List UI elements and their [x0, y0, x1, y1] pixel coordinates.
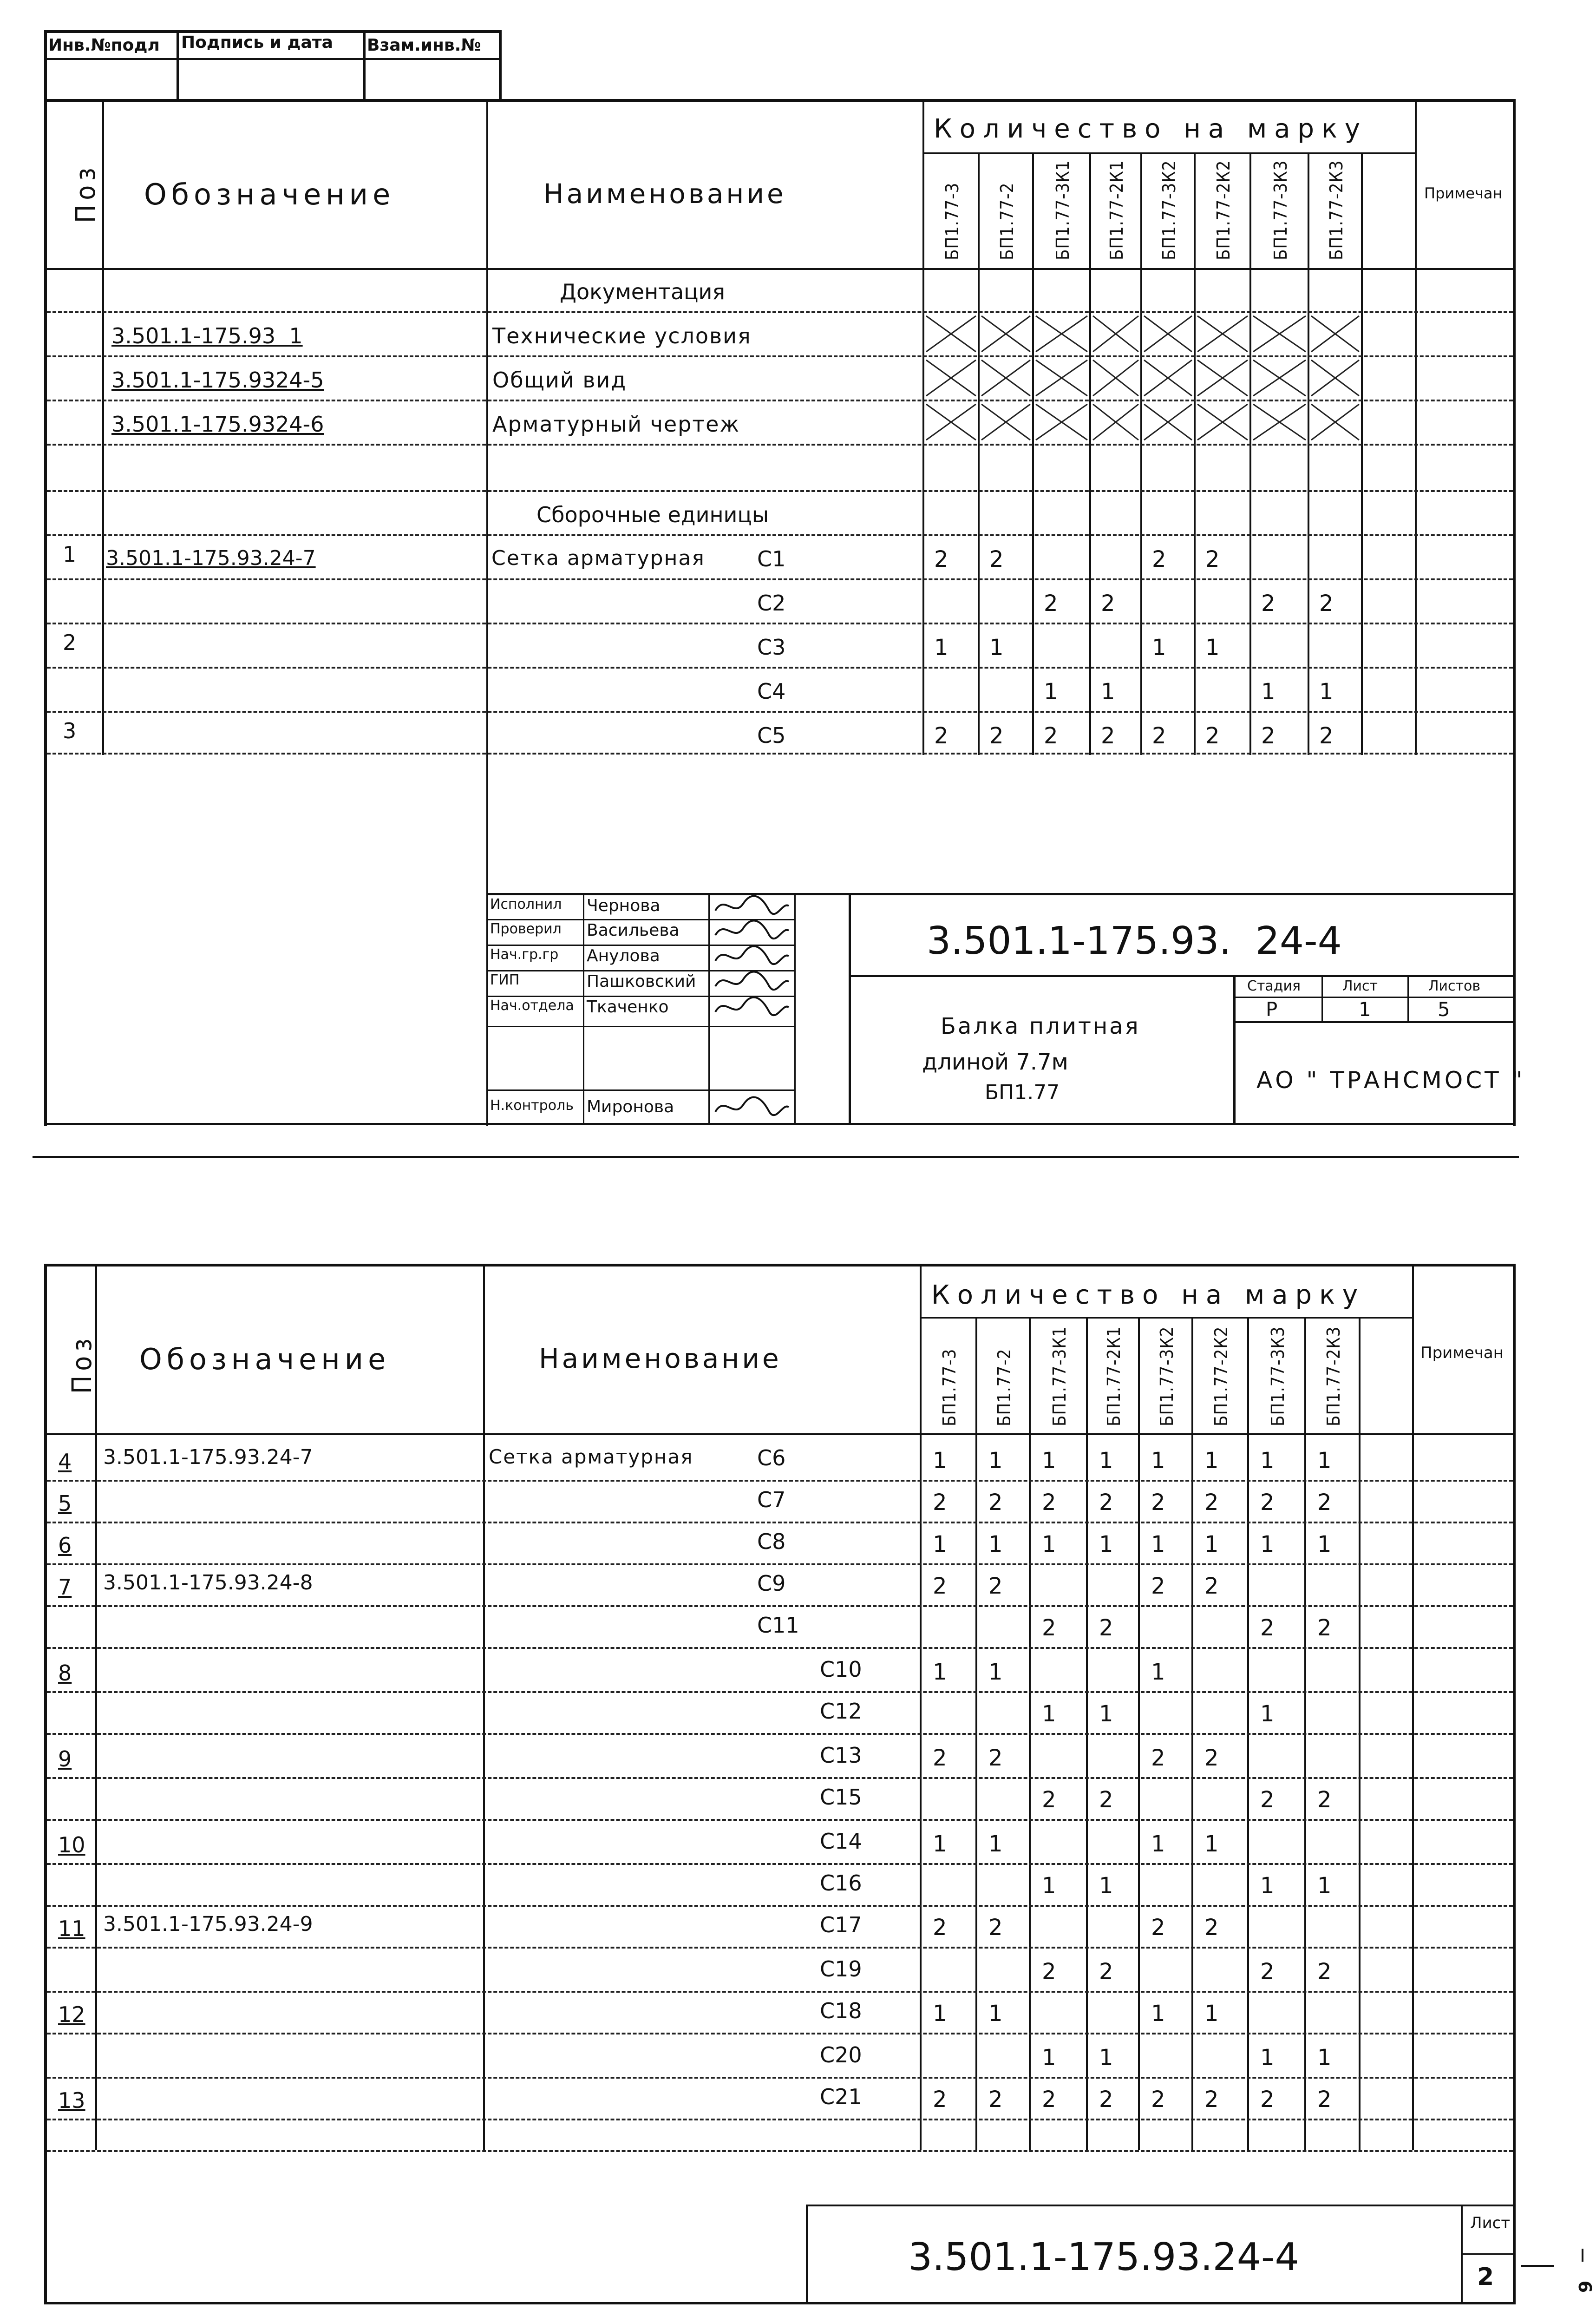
doc-name: Арматурный чертеж: [492, 412, 740, 437]
title-person: Пашковский: [587, 972, 696, 991]
crossed-cell: [980, 314, 1032, 354]
qty-cell: 2: [1319, 591, 1334, 617]
qty-cell: 1: [1044, 679, 1058, 705]
row-mark: С8: [757, 1529, 786, 1554]
row-pos: 3: [63, 718, 77, 743]
qty-cell: 2: [933, 1745, 947, 1771]
crossed-cell: [924, 402, 978, 442]
crossed-cell: [1309, 402, 1361, 442]
qty-cell: 2: [988, 1915, 1003, 1941]
row-divider: [47, 1819, 1513, 1821]
row-divider: [47, 1691, 1513, 1693]
crossed-cell: [1091, 314, 1140, 354]
qty-cell: 2: [1151, 1573, 1165, 1599]
row-pos: 9: [58, 1746, 72, 1772]
signature-mark: [711, 917, 792, 945]
qty-cell: 1: [1042, 1873, 1056, 1899]
row-pos: 4: [58, 1449, 72, 1474]
title-role: Нач.отдела: [490, 997, 574, 1014]
sheet2-list-number: 2: [1477, 2263, 1494, 2291]
row-divider: [47, 1647, 1513, 1649]
row-divider: [47, 1863, 1513, 1865]
row-divider: [47, 1605, 1513, 1607]
row-mark: С20: [820, 2042, 862, 2067]
row-divider: [47, 1522, 1513, 1523]
mark-column-header: БП1.77-3К3: [1270, 160, 1291, 260]
mark-column-header: БП1.77-3К1: [1052, 160, 1073, 260]
qty-cell: 2: [1317, 1959, 1332, 1985]
qty-cell: 2: [989, 723, 1004, 749]
row-mark: С2: [757, 591, 786, 616]
qty-cell: 1: [1101, 679, 1115, 705]
crossed-cell: [1309, 314, 1361, 354]
qty-cell: 1: [988, 2001, 1003, 2027]
qty-cell: 2: [1042, 1615, 1056, 1641]
crossed-cell: [1034, 402, 1089, 442]
row-divider: [47, 490, 1513, 492]
row-mark: С6: [757, 1445, 786, 1470]
qty-cell: 1: [1151, 1531, 1165, 1557]
kolichestvo-header-2: Количество на марку: [931, 1280, 1366, 1310]
signature-mark: [711, 993, 792, 1021]
mark-column-header: БП1.77-3: [939, 1348, 960, 1426]
qty-cell: 2: [1044, 591, 1058, 617]
qty-cell: 1: [1260, 1873, 1275, 1899]
podpis-data-label: Подпись и дата: [181, 33, 333, 52]
row-mark: С12: [820, 1699, 862, 1724]
title-role: Исполнил: [490, 896, 562, 912]
qty-cell: 2: [1099, 1959, 1113, 1985]
crossed-cell: [1251, 358, 1308, 398]
row-mark: С1: [757, 546, 786, 571]
row-pos: 11: [58, 1916, 85, 1941]
qty-cell: 1: [1099, 1531, 1113, 1557]
row-pos: 1: [63, 542, 77, 567]
qty-cell: 1: [1099, 1873, 1113, 1899]
qty-cell: 1: [1260, 1701, 1275, 1727]
qty-cell: 1: [933, 2001, 947, 2027]
qty-cell: 2: [1317, 1490, 1332, 1516]
qty-cell: 2: [1317, 1615, 1332, 1641]
title-role: Нач.гр.гр: [490, 946, 559, 963]
qty-cell: 2: [1260, 1490, 1275, 1516]
qty-cell: 1: [933, 1831, 947, 1857]
qty-cell: 2: [1204, 1745, 1219, 1771]
crossed-cell: [1091, 402, 1140, 442]
title-role: Н.контроль: [490, 1097, 574, 1114]
qty-cell: 1: [1042, 2045, 1056, 2071]
primechanie-header-2: Примечан: [1420, 1344, 1504, 1362]
qty-cell: 1: [1319, 679, 1334, 705]
row-mark: С5: [757, 723, 786, 748]
qty-cell: 2: [1317, 1787, 1332, 1813]
qty-column-divider: [1089, 152, 1091, 755]
signature-mark: [711, 892, 792, 920]
mark-column-header: БП1.77-2К2: [1213, 160, 1234, 260]
row-divider: [47, 667, 1513, 669]
row-name: Сетка арматурная: [489, 1445, 693, 1468]
row-name: Сетка арматурная: [491, 546, 705, 570]
crossed-cell: [1251, 402, 1308, 442]
qty-cell: 1: [1260, 1448, 1275, 1474]
qty-cell: 2: [1151, 2087, 1165, 2113]
doc-name: Технические условия: [492, 323, 752, 348]
qty-cell: 2: [988, 1490, 1003, 1516]
row-divider: [47, 1733, 1513, 1735]
row-divider: [47, 2119, 1513, 2120]
row-mark: С13: [820, 1743, 862, 1768]
qty-column-divider: [1032, 152, 1034, 755]
stadia-value: Р: [1266, 998, 1278, 1021]
qty-column-divider: [1140, 152, 1142, 755]
qty-cell: 2: [1260, 2087, 1275, 2113]
doc-code: 3.501.1-175.9324-5: [111, 367, 324, 393]
qty-cell: 1: [1317, 1448, 1332, 1474]
row-pos: 2: [63, 630, 77, 655]
mark-column-header: БП1.77-2: [996, 182, 1017, 260]
title-block-row-line: [486, 1026, 794, 1027]
row-divider: [47, 444, 1513, 446]
qty-cell: 2: [1042, 1490, 1056, 1516]
title-person: Чернова: [587, 896, 661, 915]
list-label: Лист: [1342, 978, 1378, 994]
row-mark: С21: [820, 2084, 862, 2109]
qty-cell: 2: [1152, 546, 1166, 572]
qty-cell: 2: [1042, 1959, 1056, 1985]
qty-cell: 1: [1317, 1873, 1332, 1899]
section-assembly: Сборочные единицы: [536, 502, 769, 527]
qty-cell: 2: [934, 723, 948, 749]
crossed-cell: [924, 358, 978, 398]
qty-cell: 2: [1204, 1915, 1219, 1941]
row-mark: С18: [820, 1998, 862, 2023]
qty-column-divider: [1361, 152, 1363, 755]
doc-name: Общий вид: [492, 367, 627, 393]
qty-cell: 2: [1317, 2087, 1332, 2113]
inv-podl-label: Инв.№подл: [48, 36, 160, 55]
qty-cell: 2: [1261, 591, 1275, 617]
row-mark: С17: [820, 1912, 862, 1937]
row-divider: [47, 711, 1513, 713]
qty-cell: 2: [1261, 723, 1275, 749]
row-divider: [47, 753, 1513, 755]
signature-mark: [711, 1093, 792, 1121]
qty-cell: 1: [1151, 2001, 1165, 2027]
qty-cell: 2: [1205, 723, 1220, 749]
row-pos: 13: [58, 2088, 85, 2113]
row-pos: 7: [58, 1575, 72, 1600]
qty-cell: 2: [1204, 1490, 1219, 1516]
vzam-inv-label: Взам.инв.№: [367, 36, 481, 55]
qty-cell: 2: [1204, 2087, 1219, 2113]
crossed-cell: [1309, 358, 1361, 398]
qty-cell: 1: [933, 1448, 947, 1474]
qty-cell: 1: [1204, 1448, 1219, 1474]
qty-cell: 2: [1099, 2087, 1113, 2113]
row-mark: С7: [757, 1487, 786, 1512]
row-divider: [47, 2150, 1513, 2152]
qty-cell: 2: [1260, 1615, 1275, 1641]
title-block-row-line: [486, 1089, 794, 1091]
sheet1-doc-code: 3.501.1-175.93. 24-4: [927, 919, 1342, 963]
signature-mark: [711, 942, 792, 970]
sheet2-list-label: Лист: [1470, 2214, 1511, 2232]
sheet-separator: [33, 1156, 1519, 1158]
qty-column-divider: [978, 152, 980, 755]
qty-cell: 1: [1204, 2001, 1219, 2027]
row-divider: [47, 355, 1513, 357]
qty-cell: 1: [1151, 1448, 1165, 1474]
qty-cell: 1: [1260, 1531, 1275, 1557]
mark-column-header: БП1.77-3К3: [1267, 1326, 1288, 1426]
row-divider: [47, 1905, 1513, 1907]
crossed-cell: [980, 402, 1032, 442]
oboznachenie-header: Обозначение: [144, 177, 395, 211]
mark-column-header: БП1.77-2К1: [1104, 1326, 1124, 1426]
section-documentation: Документация: [560, 279, 726, 304]
qty-cell: 1: [1260, 2045, 1275, 2071]
row-divider: [47, 1947, 1513, 1949]
pos-header-2: Поз: [66, 1334, 98, 1394]
qty-column-divider: [1194, 152, 1196, 755]
row-pos: 8: [58, 1660, 72, 1686]
row-divider: [47, 623, 1513, 624]
title-role: ГИП: [490, 972, 520, 988]
qty-cell: 1: [1204, 1531, 1219, 1557]
qty-cell: 2: [933, 1915, 947, 1941]
crossed-cell: [1142, 314, 1194, 354]
doc-code: 3.501.1-175.9324-6: [111, 412, 324, 437]
row-mark: С16: [820, 1870, 862, 1896]
crossed-cell: [1034, 314, 1089, 354]
mark-column-header: БП1.77-3: [942, 182, 962, 260]
qty-cell: 1: [1204, 1831, 1219, 1857]
title-line-2: длиной 7.7м: [922, 1049, 1068, 1075]
qty-cell: 1: [988, 1831, 1003, 1857]
qty-cell: 2: [1151, 1915, 1165, 1941]
row-divider: [47, 1480, 1513, 1482]
row-code: 3.501.1-175.93.24-8: [103, 1571, 313, 1595]
qty-cell: 1: [1099, 2045, 1113, 2071]
qty-cell: 2: [934, 546, 948, 572]
qty-cell: 1: [933, 1531, 947, 1557]
qty-cell: 2: [1099, 1787, 1113, 1813]
naimenovanie-header: Наименование: [543, 178, 786, 210]
row-mark: С9: [757, 1571, 786, 1596]
org-name: АО " ТРАНСМОСТ ": [1256, 1067, 1525, 1094]
row-mark: С10: [820, 1657, 862, 1682]
qty-cell: 2: [1260, 1787, 1275, 1813]
crossed-cell: [1091, 358, 1140, 398]
qty-cell: 2: [1204, 1573, 1219, 1599]
qty-cell: 1: [1261, 679, 1275, 705]
qty-cell: 2: [1101, 591, 1115, 617]
qty-cell: 1: [934, 635, 948, 661]
row-divider: [47, 534, 1513, 536]
crossed-cell: [1251, 314, 1308, 354]
primechanie-header: Примечан: [1424, 184, 1503, 202]
qty-cell: 1: [1042, 1448, 1056, 1474]
qty-cell: 2: [1042, 2087, 1056, 2113]
row-mark: С4: [757, 679, 786, 704]
row-mark: С11: [757, 1613, 799, 1638]
qty-cell: 2: [989, 546, 1004, 572]
qty-cell: 2: [1205, 546, 1220, 572]
qty-cell: 2: [1099, 1615, 1113, 1641]
mark-column-header: БП1.77-3К2: [1158, 160, 1179, 260]
qty-cell: 1: [988, 1659, 1003, 1685]
row-divider: [47, 578, 1513, 580]
row-code: 3.501.1-175.93.24-7: [106, 546, 316, 570]
stadia-label: Стадия: [1247, 978, 1301, 994]
row-pos: 6: [58, 1533, 72, 1558]
mark-column-header: БП1.77-2К1: [1106, 160, 1127, 260]
qty-cell: 2: [988, 2087, 1003, 2113]
crossed-cell: [1196, 314, 1249, 354]
qty-cell: 2: [933, 1573, 947, 1599]
listov-label: Листов: [1428, 978, 1481, 994]
oboznachenie-header-2: Обозначение: [139, 1342, 391, 1376]
title-person: Ткаченко: [587, 997, 669, 1017]
crossed-cell: [1196, 402, 1249, 442]
row-divider: [47, 2033, 1513, 2034]
row-mark: С19: [820, 1956, 862, 1982]
crossed-cell: [1142, 402, 1194, 442]
qty-cell: 1: [1317, 2045, 1332, 2071]
edge-page-number: 9: [1576, 2280, 1596, 2293]
row-divider: [47, 1777, 1513, 1779]
mark-column-header: БП1.77-2: [994, 1348, 1014, 1426]
qty-column-divider: [1308, 152, 1309, 755]
qty-cell: 1: [1151, 1831, 1165, 1857]
crossed-cell: [980, 358, 1032, 398]
row-pos: 12: [58, 2002, 85, 2027]
qty-cell: 2: [988, 1573, 1003, 1599]
qty-cell: 1: [1205, 635, 1220, 661]
qty-cell: 1: [933, 1659, 947, 1685]
qty-cell: 2: [933, 1490, 947, 1516]
listov-value: 5: [1438, 998, 1450, 1021]
crossed-cell: [924, 314, 978, 354]
qty-cell: 2: [1044, 723, 1058, 749]
row-divider: [47, 1563, 1513, 1565]
row-divider: [47, 311, 1513, 313]
signature-mark: [711, 968, 792, 996]
row-mark: С3: [757, 635, 786, 660]
mark-column-header: БП1.77-3К1: [1049, 1326, 1070, 1426]
qty-cell: 2: [1099, 1490, 1113, 1516]
qty-cell: 2: [1319, 723, 1334, 749]
qty-cell: 2: [933, 2087, 947, 2113]
qty-cell: 1: [1042, 1701, 1056, 1727]
qty-cell: 2: [1151, 1745, 1165, 1771]
title-person: Анулова: [587, 946, 660, 965]
row-mark: С14: [820, 1829, 862, 1854]
crossed-cell: [1034, 358, 1089, 398]
qty-cell: 1: [988, 1448, 1003, 1474]
row-divider: [47, 400, 1513, 401]
qty-cell: 2: [988, 1745, 1003, 1771]
qty-cell: 2: [1101, 723, 1115, 749]
title-person: Васильева: [587, 921, 680, 940]
qty-cell: 2: [1260, 1959, 1275, 1985]
qty-cell: 1: [1042, 1531, 1056, 1557]
qty-cell: 1: [1152, 635, 1166, 661]
qty-cell: 1: [1099, 1701, 1113, 1727]
qty-cell: 1: [1099, 1448, 1113, 1474]
mark-column-header: БП1.77-3К2: [1156, 1326, 1177, 1426]
mark-column-header: БП1.77-2К2: [1211, 1326, 1231, 1426]
qty-cell: 2: [1151, 1490, 1165, 1516]
qty-cell: 2: [1042, 1787, 1056, 1813]
title-line-1: Балка плитная: [941, 1013, 1140, 1039]
mark-column-header: БП1.77-2К3: [1323, 1326, 1344, 1426]
qty-column-divider: [1249, 152, 1251, 755]
crossed-cell: [1142, 358, 1194, 398]
qty-cell: 1: [988, 1531, 1003, 1557]
row-divider: [47, 2077, 1513, 2079]
title-role: Проверил: [490, 921, 562, 937]
doc-code: 3.501.1-175.93 1: [111, 323, 303, 348]
row-code: 3.501.1-175.93.24-7: [103, 1445, 313, 1469]
row-pos: 5: [58, 1491, 72, 1516]
crossed-cell: [1196, 358, 1249, 398]
sheet2-doc-code: 3.501.1-175.93.24-4: [908, 2235, 1299, 2279]
title-line-3: БП1.77: [985, 1081, 1060, 1104]
kolichestvo-header: Количество на марку: [934, 114, 1368, 144]
pos-header: Поз: [70, 163, 101, 223]
qty-cell: 1: [1151, 1659, 1165, 1685]
list-value: 1: [1359, 998, 1371, 1021]
qty-cell: 1: [989, 635, 1004, 661]
row-mark: С15: [820, 1785, 862, 1810]
row-pos: 10: [58, 1832, 85, 1857]
row-code: 3.501.1-175.93.24-9: [103, 1912, 313, 1936]
mark-column-header: БП1.77-2К3: [1326, 160, 1347, 260]
qty-cell: 2: [1152, 723, 1166, 749]
title-person: Миронова: [587, 1097, 674, 1116]
naimenovanie-header-2: Наименование: [539, 1343, 782, 1374]
qty-cell: 1: [1317, 1531, 1332, 1557]
row-divider: [47, 1991, 1513, 1993]
